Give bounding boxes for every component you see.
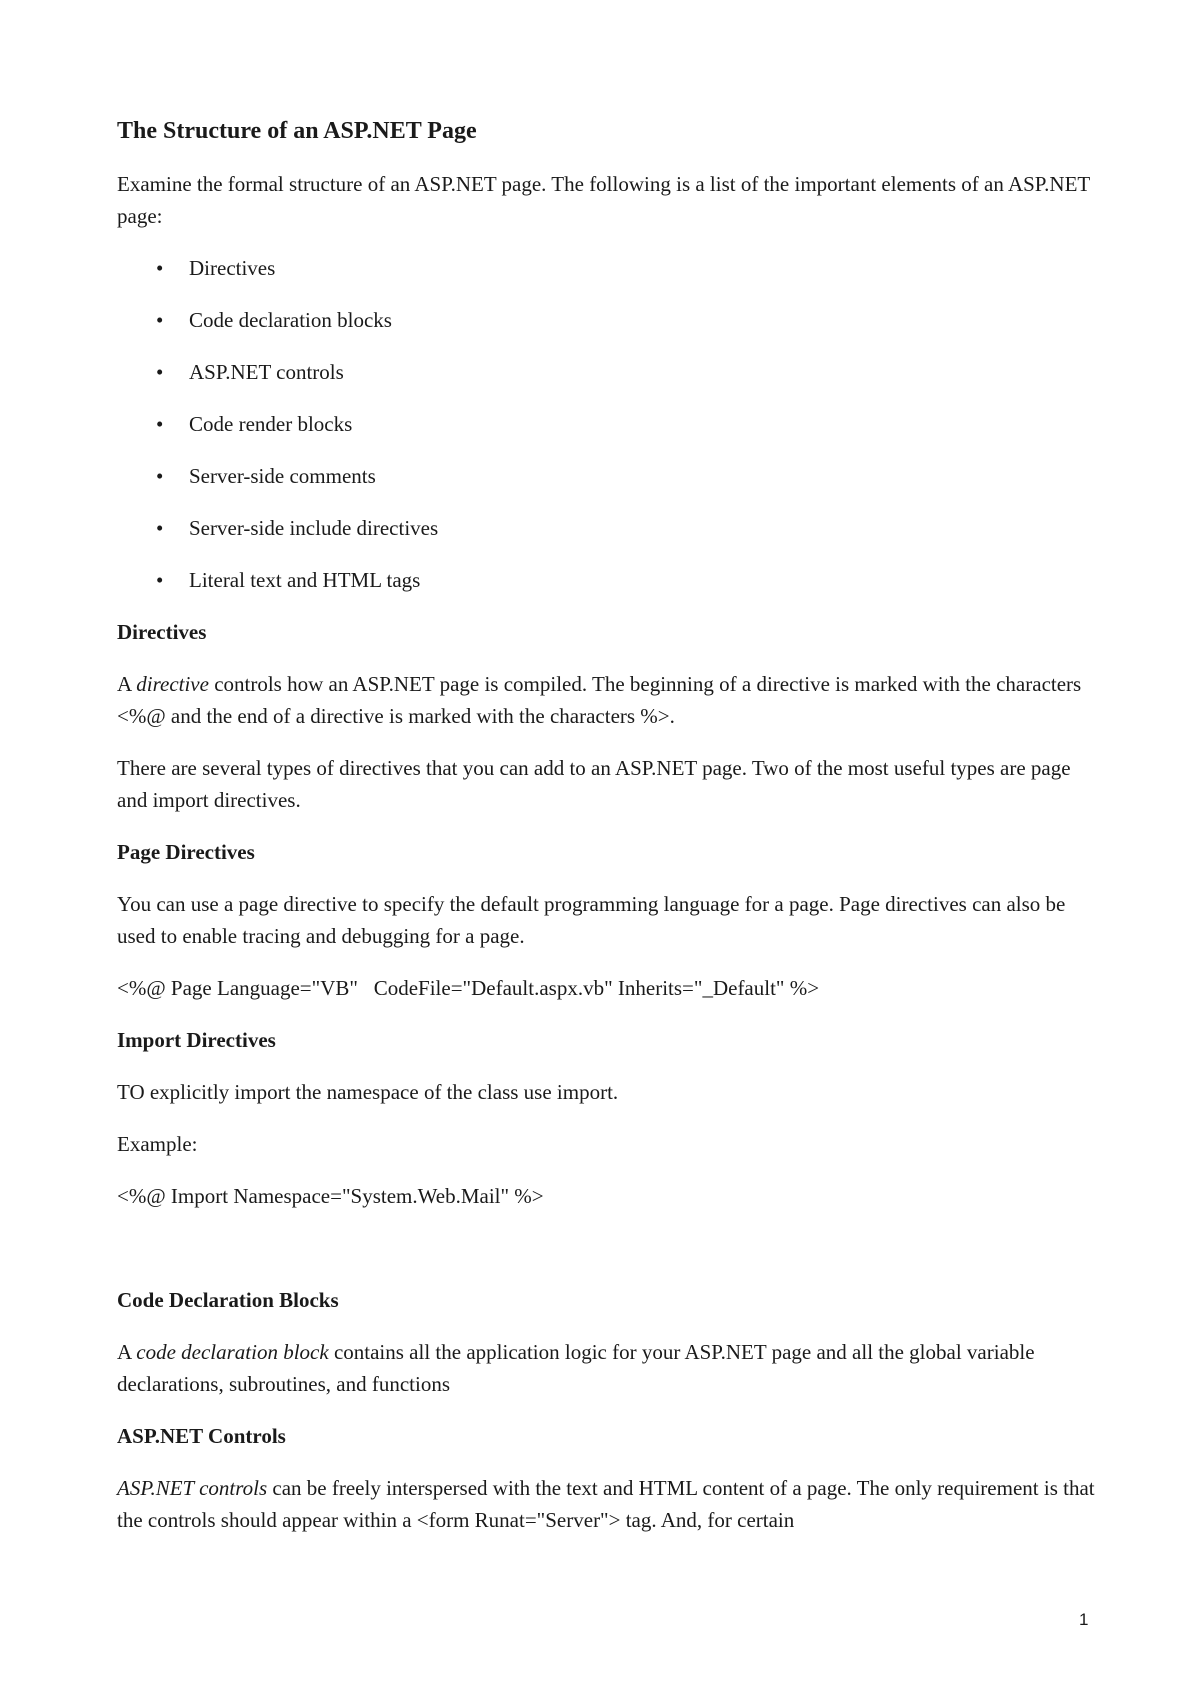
bullet-icon: • [156, 516, 164, 540]
list-item-text: Code declaration blocks [189, 308, 392, 332]
text-run: contains all the application logic for your ASP.NET page and all the global variable declarations, subroutines, and functions [117, 1340, 1035, 1396]
emphasis-text: ASP.NET controls [117, 1476, 268, 1500]
list-item-text: Directives [189, 256, 276, 280]
code-declaration-paragraph [117, 1336, 1097, 1400]
document-page [117, 116, 1097, 1556]
emphasis-text: code declaration block [136, 1340, 329, 1364]
spacer [117, 1232, 1097, 1284]
bullet-icon: • [156, 360, 164, 384]
intro-paragraph: Examine the formal structure of an ASP.NET page. The following is a list of the important elements of an ASP.NET page: [117, 172, 1090, 228]
list-item-text: Literal text and HTML tags [189, 568, 421, 592]
bullet-icon: • [156, 256, 164, 280]
example-label: Example: [117, 1132, 198, 1156]
list-item-text: ASP.NET controls [189, 360, 344, 384]
text-run: can be freely interspersed with the text and HTML content of a page. The only requirement is that the controls should appear within a <form Runat="Server"> tag. And, for certain [117, 1476, 1095, 1532]
emphasis-text: directive [136, 672, 209, 696]
page-directive-code: <%@ Page Language="VB" CodeFile="Default.aspx.vb" Inherits="_Default" %> [117, 976, 820, 1000]
import-directive-code: <%@ Import Namespace="System.Web.Mail" %> [117, 1184, 544, 1208]
import-directives-heading: Import Directives [117, 1028, 276, 1052]
directives-paragraph-2: There are several types of directives that you can add to an ASP.NET page. Two of the most useful types are page and import directives. [117, 756, 1071, 812]
text-run: A [117, 1340, 137, 1364]
list-item [117, 564, 1097, 596]
document-title: The Structure of an ASP.NET Page [117, 118, 477, 144]
list-item [117, 460, 1097, 492]
list-item-text: Server-side comments [189, 464, 376, 488]
list-item-text: Code render blocks [189, 412, 353, 436]
aspnet-controls-paragraph [117, 1472, 1097, 1536]
directives-paragraph-1 [117, 668, 1097, 732]
text-run: A [117, 672, 137, 696]
list-item-text: Server-side include directives [189, 516, 439, 540]
directives-heading: Directives [117, 620, 207, 644]
page-number: 1 [1079, 1610, 1089, 1629]
bullet-icon: • [156, 308, 164, 332]
page-directives-heading: Page Directives [117, 840, 255, 864]
aspnet-controls-heading: ASP.NET Controls [117, 1424, 286, 1448]
import-directives-paragraph: TO explicitly import the namespace of the class use import. [117, 1080, 619, 1104]
list-item [117, 512, 1097, 544]
text-run: controls how an ASP.NET page is compiled. The beginning of a directive is marked with the characters <%@ and the end of a directive is marked with the characters %>. [117, 672, 1082, 728]
elements-list [117, 252, 1097, 596]
page-directives-paragraph: You can use a page directive to specify the default programming language for a page. Page directives can also be used to enable tracing and debugging for a page. [117, 892, 1066, 948]
list-item [117, 304, 1097, 336]
bullet-icon: • [156, 464, 164, 488]
list-item [117, 356, 1097, 388]
list-item [117, 252, 1097, 284]
bullet-icon: • [156, 412, 164, 436]
code-declaration-heading: Code Declaration Blocks [117, 1288, 339, 1312]
bullet-icon: • [156, 568, 164, 592]
list-item [117, 408, 1097, 440]
